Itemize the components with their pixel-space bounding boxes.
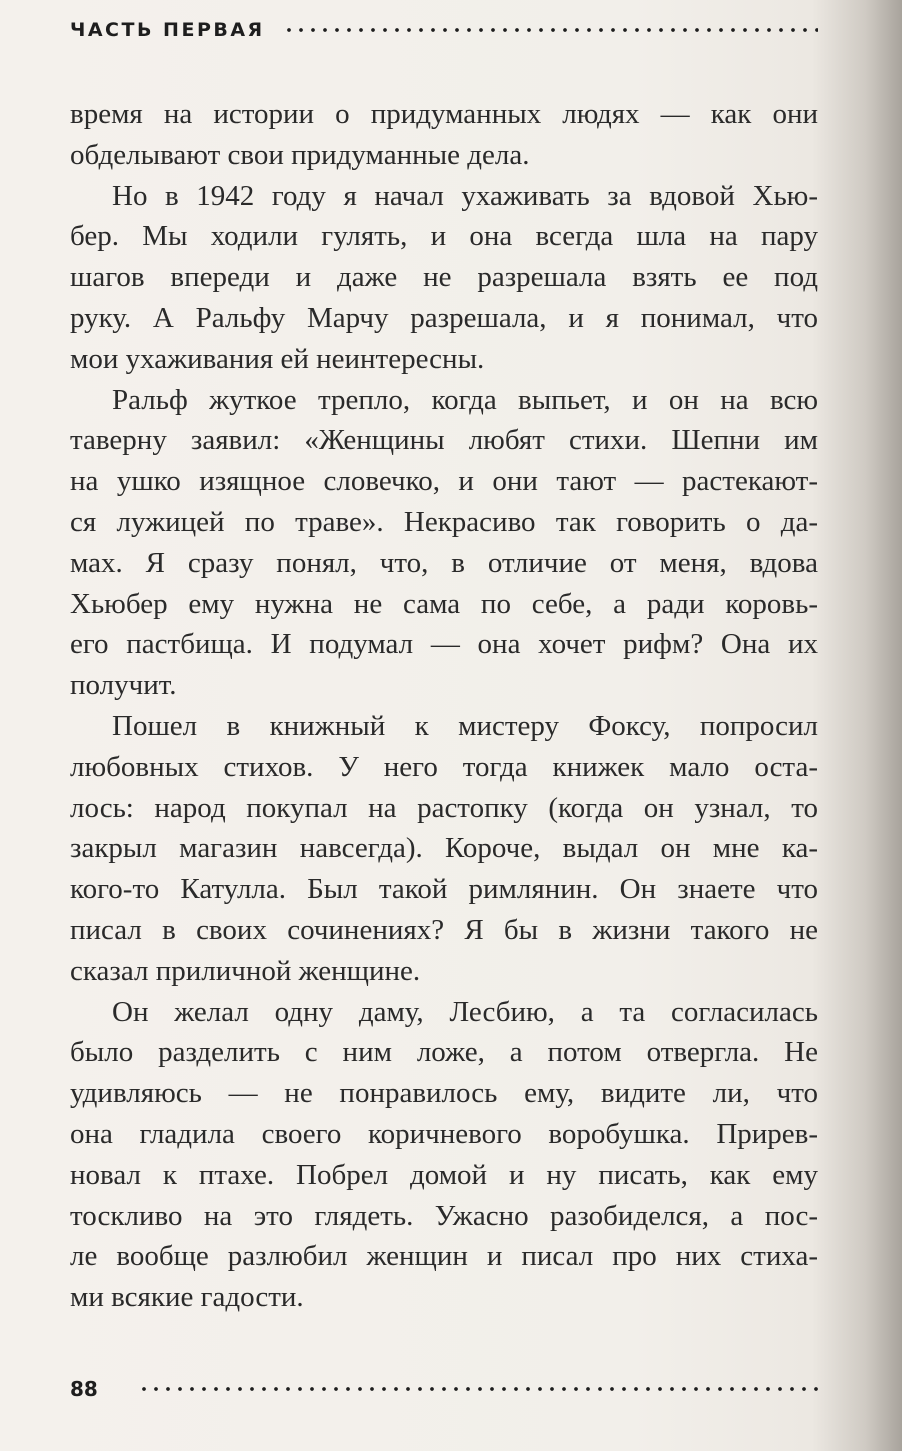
text-line: Пошел в книжный к мистеру Фоксу, попросил bbox=[112, 709, 818, 742]
text-line: ми всякие гадости. bbox=[70, 1281, 304, 1314]
text-line: время на истории о придуманных людях — как они bbox=[70, 98, 818, 130]
text-line: она гладила своего коричневого воробушка. Прирев- bbox=[70, 1117, 818, 1150]
text-line: таверну заявил: «Женщины любят стихи. Шепни им bbox=[70, 424, 818, 457]
text-line: Он желал одну даму, Лесбию, а та согласилась bbox=[112, 995, 818, 1028]
text-line: Ральф жуткое трепло, когда выпьет, и он на всю bbox=[112, 383, 818, 416]
text-line: мои ухаживания ей неинтересны. bbox=[70, 342, 485, 375]
text-line: закрыл магазин навсегда). Короче, выдал он мне ка- bbox=[70, 832, 818, 865]
text-line: обделывают свои придуманные дела. bbox=[70, 138, 530, 171]
text-line: мах. Я сразу понял, что, в отличие от меня, вдова bbox=[70, 546, 818, 579]
running-header bbox=[70, 14, 818, 46]
running-footer bbox=[70, 1374, 818, 1404]
text-line: любовных стихов. У него тогда книжек мало оста- bbox=[70, 750, 818, 783]
text-line: ле вообще разлюбил женщин и писал про них стиха- bbox=[70, 1240, 818, 1273]
text-line: ся лужицей по траве». Некрасиво так говорить о да- bbox=[70, 505, 818, 538]
text-line: кого-то Катулла. Был такой римлянин. Он знаете что bbox=[70, 873, 818, 906]
header-dot-leader bbox=[283, 27, 818, 33]
text-line: было разделить с ним ложе, а потом отвергла. Не bbox=[70, 1036, 818, 1069]
text-line: шагов впереди и даже не разрешала взять ее под bbox=[70, 261, 818, 294]
text-line: удивляюсь — не понравилось ему, видите ли, что bbox=[70, 1077, 818, 1110]
text-line: Но в 1942 году я начал ухаживать за вдовой Хью- bbox=[112, 179, 818, 212]
text-line: новал к птахе. Побрел домой и ну писать, как ему bbox=[70, 1158, 818, 1191]
text-line: лось: народ покупал на растопку (когда он узнал, то bbox=[70, 791, 818, 824]
text-line: тоскливо на это глядеть. Ужасно разобиделся, а пос- bbox=[70, 1199, 818, 1232]
page-number: 88 bbox=[70, 1377, 98, 1401]
text-line: на ушко изящное словечко, и они тают — растекают- bbox=[70, 465, 818, 498]
text-line: руку. А Ральфу Марчу разрешала, и я понимал, что bbox=[70, 301, 818, 334]
text-line: получит. bbox=[70, 669, 177, 702]
running-title: ЧАСТЬ ПЕРВАЯ bbox=[70, 19, 265, 41]
footer-dot-leader bbox=[138, 1386, 818, 1392]
text-line: сказал приличной женщине. bbox=[70, 954, 421, 987]
text-line: бер. Мы ходили гулять, и она всегда шла на пару bbox=[70, 220, 818, 253]
body-text bbox=[70, 94, 818, 1318]
text-line: Хьюбер ему нужна не сама по себе, а ради коровь- bbox=[70, 587, 818, 620]
text-line: писал в своих сочинениях? Я бы в жизни такого не bbox=[70, 913, 818, 946]
text-line: его пастбища. И подумал — она хочет рифм? Она их bbox=[70, 628, 818, 661]
